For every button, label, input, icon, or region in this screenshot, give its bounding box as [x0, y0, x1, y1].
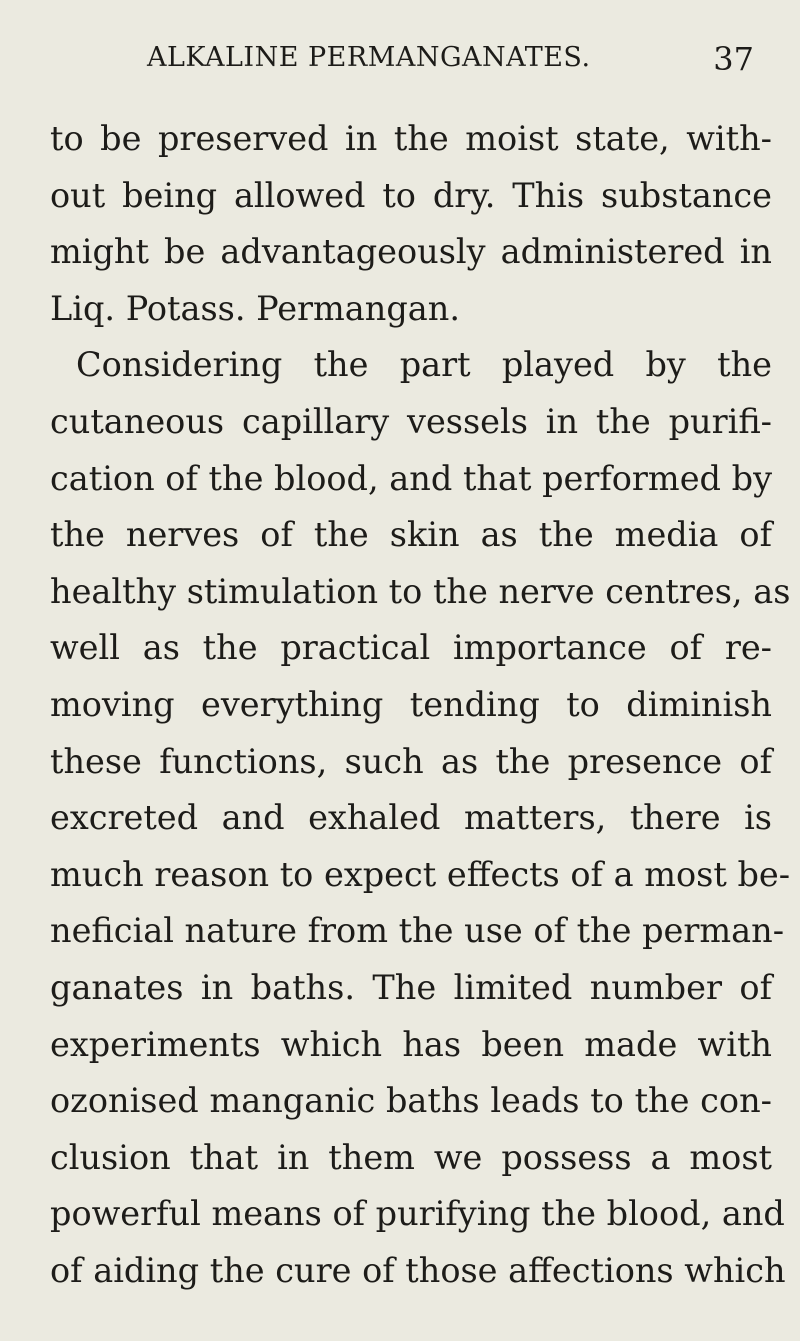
text-line: excreted and exhaled matters, there is: [50, 798, 772, 838]
text-line: powerful means of purifying the blood, and: [50, 1194, 785, 1234]
text-line: moving everything tending to diminish: [50, 684, 772, 724]
text-line: out being allowed to dry. This substance: [50, 175, 772, 215]
text-line: clusion that in them we possess a most: [50, 1137, 772, 1177]
text-line: these functions, such as the presence of: [50, 741, 772, 781]
text-line: much reason to expect effects of a most be-: [50, 854, 791, 894]
text-line: ozonised manganic baths leads to the con-: [50, 1081, 772, 1121]
text-line: experiments which has been made with: [50, 1024, 772, 1064]
body-text: [50, 111, 791, 1299]
text-line: neficial nature from the use of the perman-: [50, 911, 785, 951]
page-number: 37: [713, 40, 754, 78]
text-line: the nerves of the skin as the media of: [50, 515, 772, 555]
text-line: Considering the part played by the: [76, 345, 772, 385]
text-line: cutaneous capillary vessels in the purifi-: [50, 401, 772, 441]
text-line: of aiding the cure of those affections which: [50, 1250, 786, 1290]
text-line: Liq. Potass. Permangan.: [50, 288, 460, 328]
text-line: to be preserved in the moist state, with-: [50, 119, 772, 158]
text-line: might be advantageously administered in: [50, 232, 772, 272]
text-line: well as the practical importance of re-: [50, 628, 772, 668]
running-title: ALKALINE PERMANGANATES.: [147, 42, 591, 73]
text-line: ganates in baths. The limited number of: [50, 967, 772, 1007]
text-line: cation of the blood, and that performed by: [50, 458, 772, 498]
text-line: healthy stimulation to the nerve centres, as: [50, 571, 791, 611]
running-header: [120, 42, 760, 82]
